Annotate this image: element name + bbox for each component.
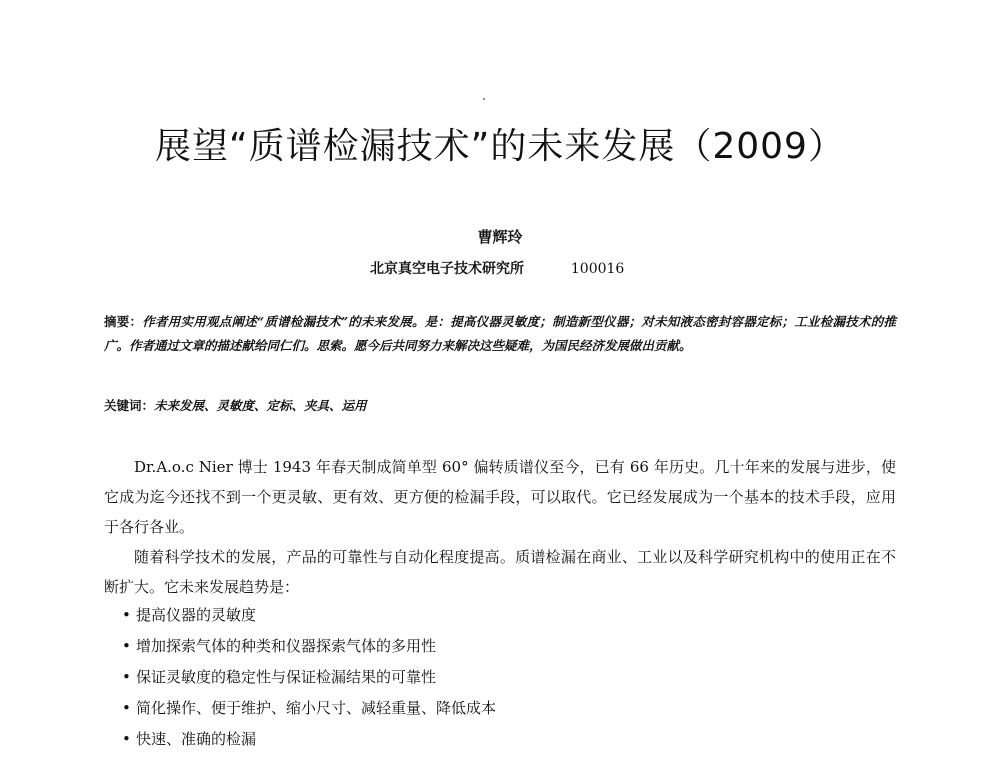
paper-title: 展望“质谱检漏技术”的未来发展（2009）	[155, 126, 845, 167]
bullet-icon: •	[122, 606, 131, 624]
institute-name: 北京真空电子技术研究所	[370, 261, 524, 277]
postcode: 100016	[570, 261, 625, 277]
abstract	[104, 310, 896, 358]
list-item: • 简化操作、便于维护、缩小尺寸、减轻重量、降低成本	[122, 693, 882, 724]
abstract-text: 作者用实用观点阐述“质谱检漏技术”的未来发展。是：提高仪器灵敏度；制造新型仪器；对未知液态密封容器定标；工业检漏技术的推广。作者通过文章的描述献给同仁们。思索。愿今后共同努力来解决这些疑难，为国民经济发展做出贡献。	[104, 314, 896, 353]
keywords	[104, 394, 896, 418]
bullet-icon: •	[122, 730, 131, 748]
bullet-icon: •	[122, 668, 131, 686]
list-item: • 保证灵敏度的稳定性与保证检漏结果的可靠性	[122, 662, 882, 693]
bullet-icon: •	[122, 699, 131, 717]
paragraph: 随着科学技术的发展，产品的可靠性与自动化程度提高。质谱检漏在商业、工业以及科学研究机构中的使用正在不断扩大。它未来发展趋势是：	[104, 548, 896, 596]
bullet-icon: •	[122, 637, 131, 655]
paragraph: Dr.A.o.c Nier 博士 1943 年春天制成简单型 60° 偏转质谱仪至今，已有 66 年历史。几十年来的发展与进步，使它成为迄今还找不到一个更灵敏、更有效、更方便的检漏手段，可以取代。它已经发展成为一个基本的技术手段，应用于各行各业。	[104, 458, 896, 536]
keywords-label: 关键词：	[104, 398, 155, 413]
list-item: • 快速、准确的检漏	[122, 724, 882, 755]
trend-list	[122, 600, 882, 755]
list-item: • 提高仪器的灵敏度	[122, 600, 882, 631]
abstract-label: 摘要：	[104, 314, 143, 329]
scan-dot	[483, 98, 485, 100]
author-name: 曹辉玲	[477, 228, 523, 246]
keywords-text: 未来发展、灵敏度、定标、夹具、运用	[154, 398, 367, 413]
list-item: • 增加探索气体的种类和仪器探索气体的多用性	[122, 631, 882, 662]
affiliation	[370, 258, 624, 278]
body-text	[104, 452, 896, 602]
